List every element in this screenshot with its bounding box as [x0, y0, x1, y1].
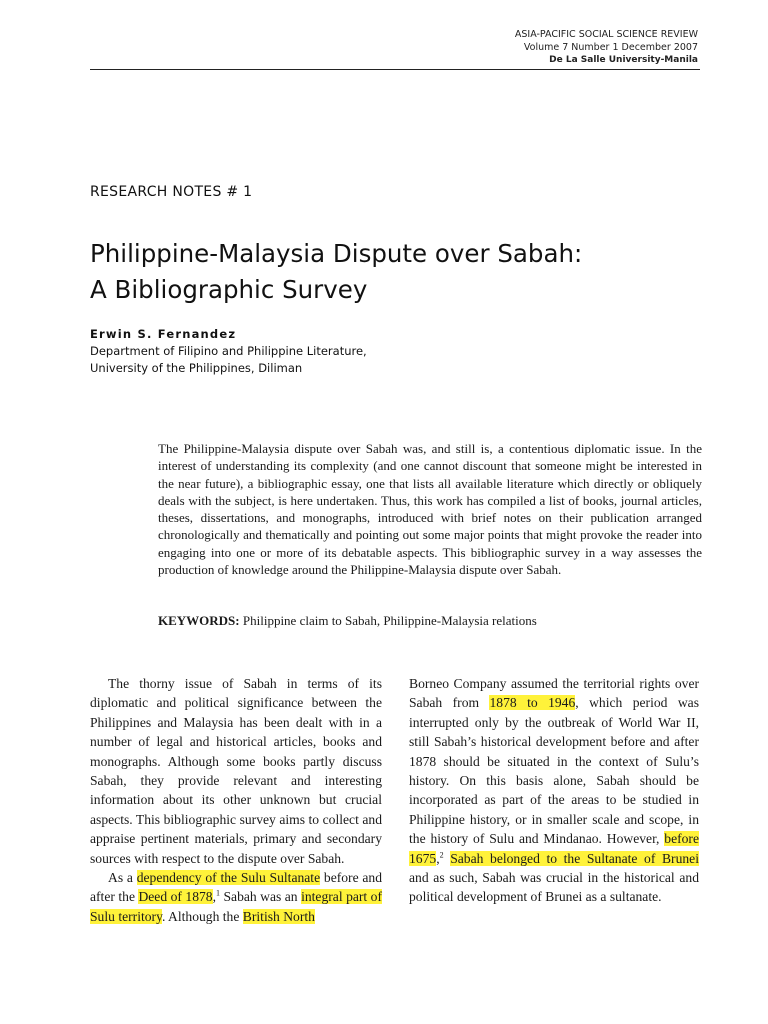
footnote-ref: 1 — [216, 888, 220, 898]
footnote-ref: 2 — [439, 850, 444, 860]
title-line-1: Philippine-Malaysia Dispute over Sabah: — [90, 239, 583, 268]
author-name: Erwin S. Fernandez — [90, 327, 237, 341]
journal-issue: Volume 7 Number 1 December 2007 — [523, 42, 698, 53]
keywords-text: Philippine claim to Sabah, Philippine-Malaysia relations — [239, 613, 537, 628]
author-department: Department of Filipino and Philippine Literature, — [90, 344, 367, 358]
highlight: 1878 to 1946 — [489, 695, 576, 711]
journal-header — [515, 28, 698, 67]
title-line-2: A Bibliographic Survey — [90, 275, 368, 304]
body-column-right — [409, 674, 699, 907]
abstract: The Philippine-Malaysia dispute over Sabah was, and still is, a contentious diplomatic issue. In the interest of understanding its complexity (and one cannot discount that someone might be interested in the near future), a bibliographic essay, one that lists all available literature which directly or obliquely deals with the subject, is here undertaken. Thus, this work has compiled a list of books, journal articles, theses, dissertations, and monographs, introduced with brief notes on their publication arranged chronologically and thematically and pointing out some major points that might provoke the reader into engaging into one or more of its debatable aspects. This bibliographic survey in a way assesses the production of knowledge around the Philippine-Malaysia dispute over Sabah. — [158, 441, 702, 578]
highlight: integral part of Sulu territory — [90, 889, 382, 924]
body-paragraph-1: The thorny issue of Sabah in terms of its diplomatic and political significance between the Philippines and Malaysia has been dealt with in a number of legal and historical articles, books and monographs. Although some books partly discuss Sabah, they provide relevant and interesting information about its other unknown but crucial aspects. This bibliographic survey aims to collect and appraise pertinent materials, primary and secondary sources with respect to the dispute over Sabah. — [90, 676, 382, 866]
author-university: University of the Philippines, Diliman — [90, 361, 303, 375]
highlight: Deed of 1878 — [138, 889, 213, 905]
body-column-left — [90, 674, 382, 926]
journal-name: ASIA-PACIFIC SOCIAL SCIENCE REVIEW — [514, 29, 698, 40]
journal-affiliation: De La Salle University-Manila — [549, 55, 698, 65]
paper-title — [90, 236, 690, 308]
section-label: RESEARCH NOTES # 1 — [90, 184, 253, 200]
keywords — [158, 612, 702, 629]
highlight: British North — [242, 908, 315, 924]
highlight: Sabah belonged to the Sultanate of Brunei — [450, 850, 699, 866]
body-paragraph-2-start: As a dependency of the Sulu Sultanate before and after the Deed of 1878,$^1$ Sabah was an integral part of Sulu territory. Although the British North — [90, 870, 382, 924]
body-paragraph-2-cont: Borneo Company assumed the territorial rights over Sabah from 1878 to 1946, which period was interrupted only by the outbreak of World War II, still Sabah’s historical development before and after 1878 should be situated in the context of Sulu’s history. On this basis alone, Sabah should be incorporated as part of the areas to be studied in Philippine history, or in smaller scale and scope, in the history of Sulu and Mindanao. However, before 1675,$^2$ Sabah belonged to the Sultanate of Brunei and as such, Sabah was crucial in the historical and political development of Brunei as a sultanate. — [409, 676, 699, 905]
highlight: before 1675 — [409, 831, 699, 866]
highlight: dependency of the Sulu Sultanate — [136, 870, 321, 886]
author-block — [90, 326, 367, 377]
keywords-label: KEYWORDS: — [158, 613, 240, 628]
header-rule — [90, 69, 700, 70]
